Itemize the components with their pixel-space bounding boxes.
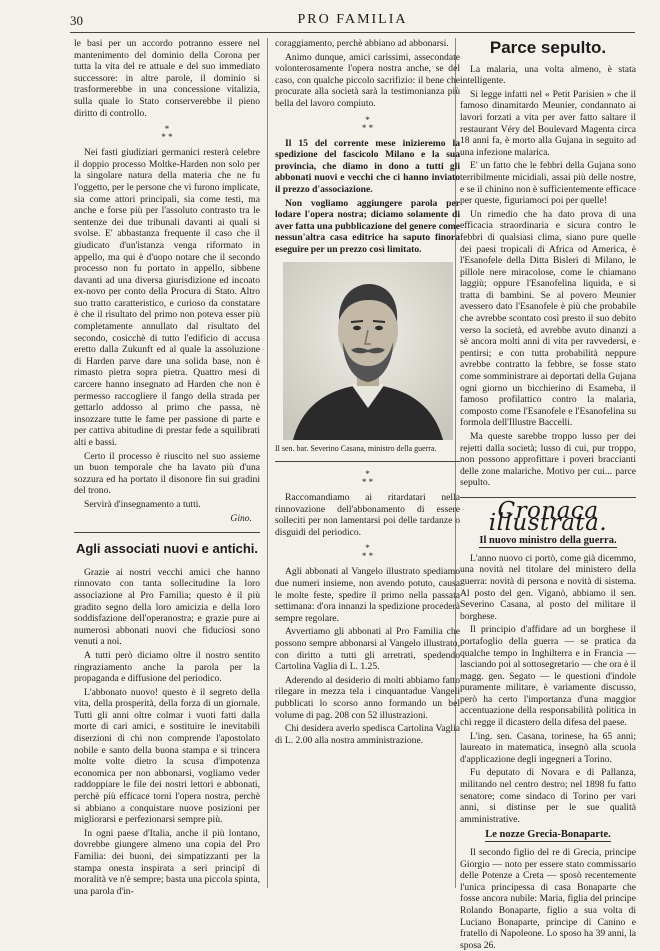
subsection-title-text: Le nozze Grecia-Bonaparte. <box>485 829 611 841</box>
section-separator-stars: * * * <box>161 124 173 143</box>
section-separator-stars: * * * <box>361 114 374 133</box>
paragraph: Non vogliamo aggiungere parola per lodare l'opera nostra; diciamo solamente di aver fatta una pubblicazione del genere come nessun'altra casa editrice ha saputo finora eseguire per un prezzo così limitato. <box>275 197 460 255</box>
paragraph: coraggiamento, perchè abbiano ad abbonarsi. <box>275 38 449 49</box>
column-divider-left <box>267 38 268 888</box>
paragraph: La malaria, una volta almeno, è stata intelligente. <box>460 63 636 87</box>
paragraph: Si legge infatti nel « Petit Parisien » che il famoso dinamitardo Meunier, condannato ai lavori forzati a vita per aver fatto saltare il restaurant Véry del Boulevard Magenta circa 18 anni fa, è morto alla Gujana in seguito ad una infezione malarica. <box>460 88 636 158</box>
author-signature: Gino. <box>230 512 252 524</box>
horizontal-rule <box>74 532 260 533</box>
paragraph: Agli abbonati al Vangelo illustrato spediamo due numeri insieme, non avendo potuto, causa le molte feste, spedire il primo nella passata settimana: d'ora innanzi la spedizione procederà sempre regolare. <box>275 566 460 624</box>
section-title: Cronaca illustrata. <box>488 497 608 536</box>
paragraph: E' un fatto che le febbri della Gujana sono terribilmente micidiali, assai più delle nostre, e se il chinino non è sufficientemente efficace per queste, figuriamoci poi per quelle! <box>460 160 636 207</box>
paragraph: A tutti però diciamo oltre il nostro sentito ringraziamento anche la parola per la propaganda e diffusione del periodico. <box>74 649 260 685</box>
paragraph: L'anno nuovo ci portò, come già dicemmo, una novità nel titolare del ministero della guerra: novità di persona e novità di sistema. Al posto del gen. Viganò, abbiamo il sen. Severino Casana, al posto del militare il borghese. <box>460 552 636 622</box>
section-separator-stars: * * * <box>361 543 374 562</box>
paragraph: Grazie ai nostri vecchi amici che hanno rinnovato con tanta sollecitudine la loro associazione al Pro Familia; questo è il più gradito segno della loro amicizia e della loro soddisfazione dell'operanostra; e grazie pure ai numerosi abbonati nuovi che fiduciosi sono venuti a noi. <box>74 566 260 648</box>
photo-caption: Il sen. bar. Severino Casana, ministro della guerra. <box>275 443 437 453</box>
paragraph: Animo dunque, amici carissimi, assecondate volonterosamente l'opera nostra anche, se del caso, con qualche piccolo sacrifizio: il bene che procurate alla società sarà la testimonianza più bella del lavoro compiuto. <box>275 51 460 109</box>
running-title: PRO FAMILIA <box>297 12 408 27</box>
subsection-title <box>460 829 636 841</box>
paragraph: Avvertiamo gli abbonati al Pro Familia che possono sempre abbonarsi al Vangelo illustrato, con diritto a tutti gli arretrati, spedendo Cartolina Vaglia di L. 1.25. <box>275 626 460 673</box>
paragraph: Nei fasti giudiziari germanici resterà celebre il doppio processo Moltke-Harden non solo per la singolare natura della materia che ne fu l'oggetto, per le persone che vi furono implicate, sia come attori principali, sia come testi, ma anche e forse più per l'assoluto contrasto tra le sentenze dei due tribunali davanti ai quali si svolse. E' abbastanza frequente il caso che il giudicato d'un'istanza venga riformato in appello, ma qui è d'uopo notare che il secondo processo non fu portato in appello, sibbene davanti ad una diversa giurisdizione ed incoato ex-novo per conto della Procura di Stato. Altro suo tratto caratteristico, e curioso da constatare è che il risultato del primo non poteva esser più completamente annullato dal risultato del secondo, cosicchè di tutto l'edificio di accusa eretto dalla Zukunft ed al quale la assoluzione di Harden parve dare una solida base, non è rimasto pietra sopra pietra. Quattro mesi di carcere hanno insegnato ad Harden che non è permesso raccogliere il fango della strada per gettarlo addosso al primo che passa, nè insozzare tutte le fame per passione di parte e per cattiva abitudine di prestar fede a squilibrati alti e bassi. <box>74 147 260 448</box>
portrait-photo <box>283 262 453 440</box>
horizontal-rule <box>275 461 460 462</box>
subsection-title-text: Il nuovo ministro della guerra. <box>479 535 617 547</box>
paragraph: Raccomandiamo ai ritardatari nella rinnovazione dell'abbonamento di essere solleciti per non lamentarsi poi delle tardanze o disguidi del periodico. <box>275 492 460 538</box>
subsection-title <box>460 535 636 547</box>
paragraph: Fu deputato di Novara e di Pallanza, militando nel centro destro; nel 1898 fu fatto senatore; come sindaco di Torino per vari anni, si distinse per le sue qualità amministrative. <box>460 767 636 825</box>
paragraph: In ogni paese d'Italia, anche il più lontano, dovrebbe giungere almeno una copia del Pro Familia: dei buoni, dei simpatizzanti per la stampa onesta inspirata a seri principî di moralità ve n'è sempre; basta una piccola spinta, una parola d'in- <box>74 827 260 897</box>
paragraph: L'ing. sen. Casana, torinese, ha 65 anni; laureato in matematica, insegnò alla scuola d'applicazione degli ingegneri a Torino. <box>460 730 636 765</box>
paragraph: Un rimedio che ha dato prova di una efficacia straordinaria e sicura contro le febbri di qualsiasi clima, siano pure quelle dei paesi tropicali di Africa od America, è l'Esanofele della Ditta Bisleri di Milano, le pillole nere miracolose, come le chiamano laggiù; oppure l'Esanofelina liquida, e si tratta di bambini. Se al povero Meunier avessero dato l'Esanofele è più che probabile che avrebbe scontato così presto il suo debito verso la società, ed avrebbe avuto dinanzi a sè ancora molti anni di vita per ravvedersi, e pentirsi; e con tutta probabilità neppure avrebbe contratto la febbre, se fosse stato come somministrare ai deportati della Gujana ogni giorno un bicchierino di Esameba, il famoso profilattico contro la malaria, composto come l'Esanofele e l'Esanofelina su formola dell'Illustre Baccelli. <box>460 208 636 429</box>
page-header <box>70 10 635 33</box>
paragraph: Ma queste sarebbe troppo lusso per dei rejetti dalla società; lusso di cui, pur troppo, non possono approfittare i poveri braccianti delle zone malariche. Motivo per cui... parce sepulto. <box>460 431 636 489</box>
paragraph: Chi desidera averlo spedisca Cartolina Vaglia di L. 2.00 alla nostra amministrazione. <box>275 723 460 746</box>
paragraph: Il 15 del corrente mese inizieremo la spedizione del fascicolo Milano e la sua provincia, che diamo in dono a tutti gli abbonati nuovi e vecchi che ci hanno inviato il prezzo d'associazione. <box>275 137 460 195</box>
paragraph: Servirà d'insegnamento a tutti. <box>84 498 201 510</box>
article-title: Agli associati nuovi e antichi. <box>75 541 259 557</box>
paragraph: Certo il processo è riuscito nel suo assieme un buon temporale che ha lavato più d'una sozzura ed ha portato il disonore fin sui gradini del trono. <box>74 450 260 497</box>
paragraph: Aderendo al desiderio di molti abbiamo fatto rilegare in mezza tela i cinquantadue Vangeli pubblicati lo scorso anno formando un bel volume di pag. 208 con 52 illustrazioni. <box>275 674 460 721</box>
column-middle <box>275 38 460 888</box>
paragraph: Il principio d'affidare ad un borghese il portafoglio della guerra — se pratica da qualche tempo in Inghilterra e in Francia — lasciando poi al sottosegretario — che ora è il magg. gen. Segato — le questioni d'indole puramente militare, è variamente discusso, però ha certo l'importanza d'una maggior accentuazione della responsabilità politica in chi regge il dicastero della difesa del paese. <box>460 624 636 729</box>
section-separator-stars: * * * <box>361 469 374 487</box>
page-number: 30 <box>70 13 83 28</box>
article-title: Parce sepulto. <box>489 38 607 57</box>
paragraph: le basi per un accordo potranno essere nel mantenimento del dominio della Corona per tutta la vita del re attuale e del suo immediato successore: in altre parole, il dominio si trasformerebbe in una concessione vitalizia, sulla quale lo Stato conserverebbe il pieno diritto di controllo. <box>74 38 260 119</box>
paragraph: Il secondo figlio del re di Grecia, principe Giorgio — noto per essere stato commissario delle Potenze a Creta — sposò recentemente l'unica principessa di casa Bonaparte che fosse ancora nubile: Maria, figlia del principe Rolando Bonaparte, figlio a sua volta di Luciano Bonaparte, principe di Canino e fratello di Napoleone. Lo sposo ha 39 anni, la sposa 26. <box>460 847 636 951</box>
paragraph: L'abbonato nuovo! questo è il segreto della vita, della prosperità, della forza di un giornale. Tutti gli anni oltre colmar i vuoti fatti dalla morte di cari amici, e sostituire le inevitabili diserzioni di chi non comprende l'apostolato nobile e santo della buona stampa e si trincera molte volte dietro la scusa d'impotenza economica per non abbonarsi, vogliamo veder raddoppiare le file dei nostri lettori e abbonati, perchè più efficace torni l'opera nostra, perchè si abbiano a conquistare nuove posizioni per migliorarsi e perfezionarsi sempre più. <box>74 686 260 826</box>
column-right <box>460 38 636 951</box>
column-left <box>74 38 260 897</box>
